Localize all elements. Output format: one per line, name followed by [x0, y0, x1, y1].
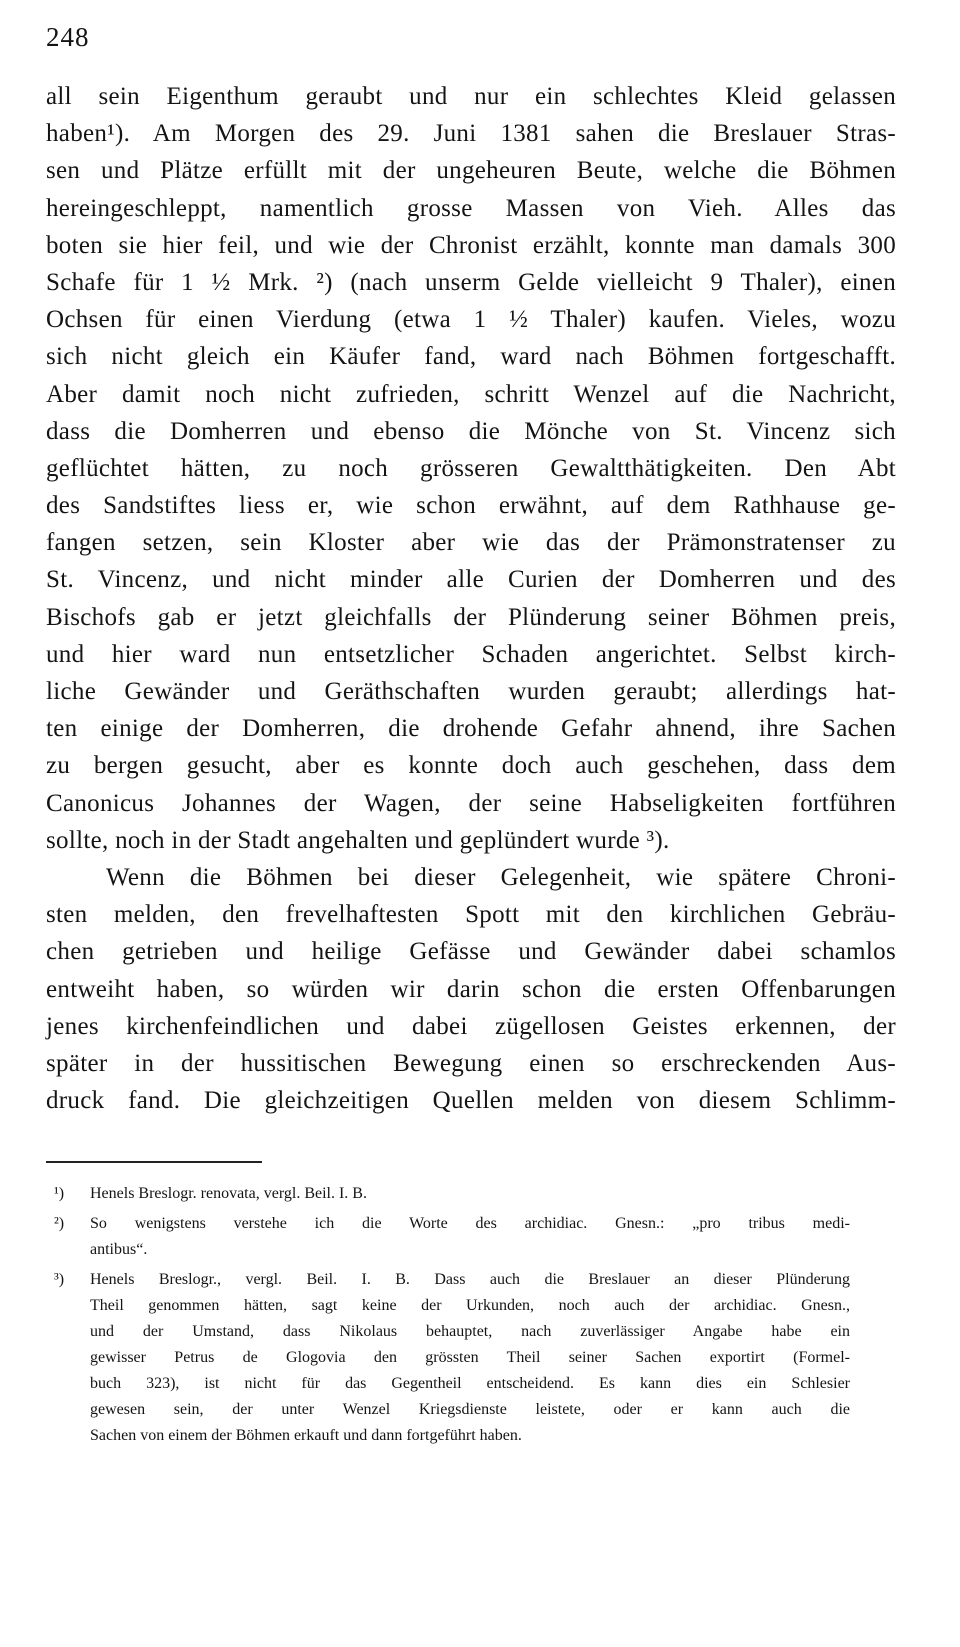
footnote-line: So wenigstens verstehe ich die Worte des archidiac. Gnesn.: „pro tribus medi-: [90, 1215, 850, 1232]
body-line: chen getrieben und heilige Gefässe und Gewänder dabei schamlos: [46, 938, 896, 966]
body-line: dass die Domherren und ebenso die Mönche von St. Vincenz sich: [46, 417, 896, 445]
body-line: sich nicht gleich ein Käufer fand, ward nach Böhmen fortgeschafft.: [46, 343, 896, 371]
footnote-2: [54, 1211, 850, 1263]
body-line: haben¹). Am Morgen des 29. Juni 1381 sahen die Breslauer Stras-: [46, 120, 896, 148]
footnote-line: gewesen sein, der unter Wenzel Kriegsdienste leistete, oder er kann auch die: [90, 1401, 850, 1418]
footnote-mark: ¹): [54, 1185, 65, 1202]
body-line: Aber damit noch nicht zufrieden, schritt Wenzel auf die Nachricht,: [46, 380, 896, 408]
footnotes: [54, 1181, 850, 1453]
body-line: Schafe für 1 ½ Mrk. ²) (nach unserm Gelde vielleicht 9 Thaler), einen: [46, 268, 896, 296]
body-line: geflüchtet hätten, zu noch grösseren Gewaltthätigkeiten. Den Abt: [46, 454, 896, 482]
body-line: des Sandstiftes liess er, wie schon erwähnt, auf dem Rathhause ge-: [46, 492, 896, 520]
footnote-line: Sachen von einem der Böhmen erkauft und dann fortgeführt haben.: [90, 1427, 522, 1444]
body-line: jenes kirchenfeindlichen und dabei zügellosen Geistes erkennen, der: [46, 1012, 896, 1040]
body-text: [46, 78, 896, 1119]
body-line: sten melden, den frevelhaftesten Spott mit den kirchlichen Gebräu-: [46, 901, 896, 929]
body-line: hereingeschleppt, namentlich grosse Massen von Vieh. Alles das: [46, 194, 896, 222]
footnote-separator: [46, 1161, 262, 1163]
body-line: Ochsen für einen Vierdung (etwa 1 ½ Thaler) kaufen. Vieles, wozu: [46, 306, 896, 334]
body-line: sollte, noch in der Stadt angehalten und geplündert wurde ³).: [46, 826, 670, 854]
footnote-mark: ²): [54, 1215, 65, 1232]
body-line: boten sie hier feil, und wie der Chronist erzählt, konnte man damals 300: [46, 231, 896, 259]
footnote-line: Henels Breslogr., vergl. Beil. I. B. Dass auch die Breslauer an dieser Plünderung: [90, 1271, 850, 1288]
body-line: und hier ward nun entsetzlicher Schaden angerichtet. Selbst kirch-: [46, 640, 896, 668]
body-line: liche Gewänder und Geräthschaften wurden geraubt; allerdings hat-: [46, 678, 896, 705]
footnote-line: gewisser Petrus de Glogovia den grössten Theil seiner Sachen exportirt (Formel-: [90, 1349, 850, 1366]
footnote-line: Theil genommen hätten, sagt keine der Urkunden, noch auch der archidiac. Gnesn.,: [90, 1297, 850, 1314]
body-line: zu bergen gesucht, aber es konnte doch auch geschehen, dass dem: [46, 752, 896, 780]
footnote-line: buch 323), ist nicht für das Gegentheil entscheidend. Es kann dies ein Schlesier: [90, 1375, 850, 1392]
body-line: fangen setzen, sein Kloster aber wie das der Prämonstratenser zu: [46, 529, 896, 557]
body-line: Bischofs gab er jetzt gleichfalls der Plünderung seiner Böhmen preis,: [46, 603, 896, 631]
footnote-mark: ³): [54, 1271, 65, 1288]
body-line: sen und Plätze erfüllt mit der ungeheuren Beute, welche die Böhmen: [46, 157, 896, 185]
body-line: Canonicus Johannes der Wagen, der seine Habseligkeiten fortführen: [46, 789, 896, 817]
body-line: später in der hussitischen Bewegung einen so erschreckenden Aus-: [46, 1049, 896, 1077]
footnote-line: und der Umstand, dass Nikolaus behauptet, nach zuverlässiger Angabe habe ein: [90, 1323, 850, 1340]
body-line: all sein Eigenthum geraubt und nur ein schlechtes Kleid gelassen: [46, 83, 896, 110]
footnote-line: antibus“.: [90, 1241, 148, 1258]
body-line: St. Vincenz, und nicht minder alle Curien der Domherren und des: [46, 566, 896, 594]
body-line: entweiht haben, so würden wir darin schon die ersten Offenbarungen: [46, 975, 896, 1003]
body-line: ten einige der Domherren, die drohende Gefahr ahnend, ihre Sachen: [46, 715, 896, 743]
body-line: Wenn die Böhmen bei dieser Gelegenheit, wie spätere Chroni-: [106, 863, 896, 891]
footnote-line: Henels Breslogr. renovata, vergl. Beil. I. B.: [90, 1185, 367, 1202]
footnote-3: [54, 1267, 850, 1449]
footnote-1: [54, 1181, 850, 1207]
page-number: 248: [46, 22, 90, 52]
body-line: druck fand. Die gleichzeitigen Quellen melden von diesem Schlimm-: [46, 1087, 896, 1115]
